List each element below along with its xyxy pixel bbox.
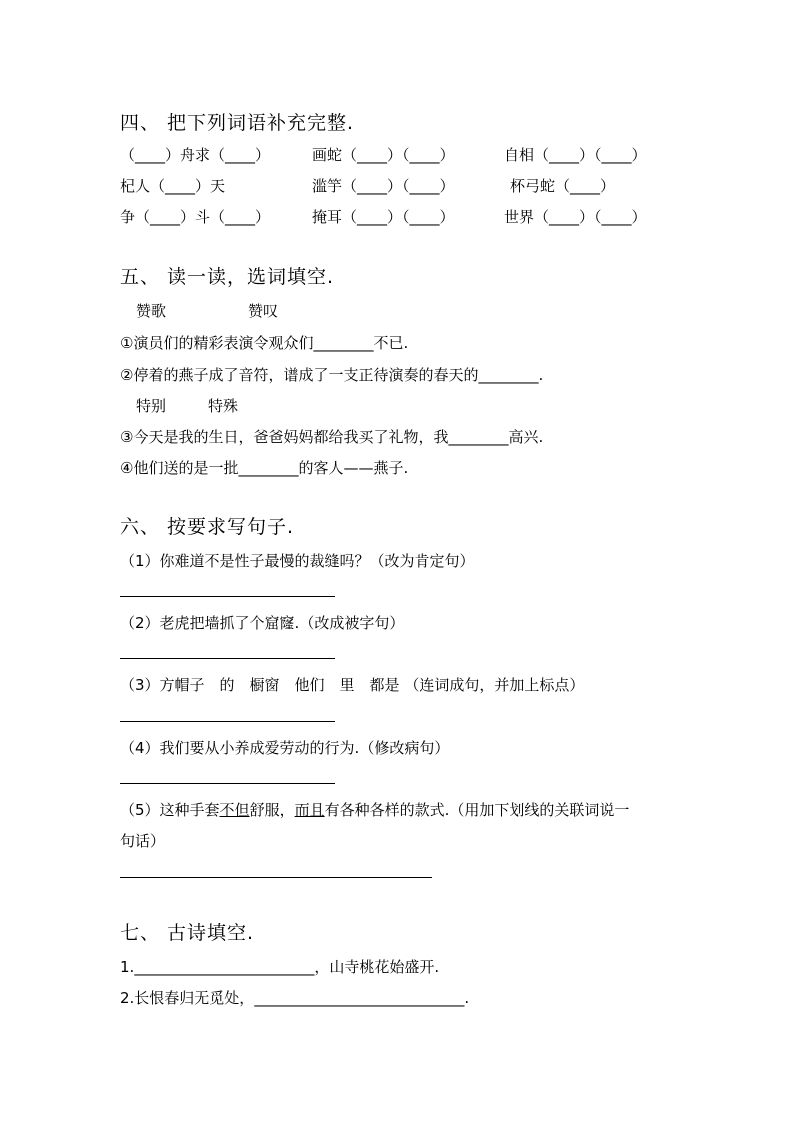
idiom-2-1: 杞人（____）天 (120, 177, 226, 195)
word-choice-2b: 特殊 (208, 397, 239, 415)
idiom-3-3: 世界（____）（____） (504, 208, 647, 226)
answer-line-4[interactable] (120, 783, 335, 784)
section-6-title: 六、 按要求写句子. (120, 516, 295, 538)
fill-question-4: ④他们送的是一批________的客人——燕子. (120, 459, 409, 477)
answer-blank[interactable]: ________ (478, 366, 539, 384)
fill-question-2: ②停着的燕子成了音符，谱成了一支正待演奏的春天的________. (120, 366, 544, 384)
fill-question-3: ③今天是我的生日，爸爸妈妈都给我买了礼物，我________高兴. (120, 428, 544, 446)
word-choice-1b: 赞叹 (248, 302, 279, 320)
sentence-question-2: （2）老虎把墙抓了个窟窿.（改成被字句） (120, 614, 405, 632)
idiom-1-1: （____）舟求（____） (120, 146, 271, 164)
idiom-1-3: 自相（____）（____） (504, 146, 647, 164)
answer-line-1[interactable] (120, 596, 335, 597)
sentence-question-1: （1）你难道不是性子最慢的裁缝吗？（改为肯定句） (120, 552, 475, 570)
sentence-question-5-cont: 句话） (120, 832, 166, 850)
answer-line-3[interactable] (120, 721, 335, 722)
answer-blank[interactable]: ____________________________ (254, 989, 465, 1007)
section-4-title: 四、 把下列词语补充完整. (120, 112, 355, 134)
answer-blank[interactable]: ________ (313, 334, 374, 352)
idiom-2-2: 滥竽（____）（____） (312, 177, 455, 195)
section-7-title: 七、 古诗填空. (120, 922, 255, 944)
sentence-question-5: （5）这种手套不但舒服，而且有各种各样的款式.（用加下划线的关联词说一 (120, 801, 630, 819)
idiom-2-3: 杯弓蛇（____） (510, 177, 616, 195)
fill-question-1: ①演员们的精彩表演令观众们________不已. (120, 334, 409, 352)
idiom-1-2: 画蛇（____）（____） (312, 146, 455, 164)
word-choice-1a: 赞歌 (136, 302, 167, 320)
answer-line-2[interactable] (120, 658, 335, 659)
answer-blank[interactable]: ________ (448, 428, 509, 446)
answer-line-5[interactable] (120, 877, 432, 878)
poem-question-2: 2.长恨春归无觅处，____________________________. (120, 989, 470, 1007)
answer-blank[interactable]: ________ (238, 459, 299, 477)
poem-question-1: 1.________________________，山寺桃花始盛开. (120, 958, 440, 976)
idiom-3-1: 争（____）斗（____） (120, 208, 271, 226)
sentence-question-3: （3）方帽子 的 橱窗 他们 里 都是 （连词成句，并加上标点） (120, 676, 585, 694)
section-5-title: 五、 读一读，选词填空. (120, 266, 335, 288)
idiom-3-2: 掩耳（____）（____） (312, 208, 455, 226)
answer-blank[interactable]: ________________________ (134, 958, 315, 976)
sentence-question-4: （4）我们要从小养成爱劳动的行为.（修改病句） (120, 739, 450, 757)
underlined-word-erqie: 而且 (294, 801, 325, 819)
underlined-word-budan: 不但 (219, 801, 250, 819)
word-choice-2a: 特别 (136, 397, 167, 415)
